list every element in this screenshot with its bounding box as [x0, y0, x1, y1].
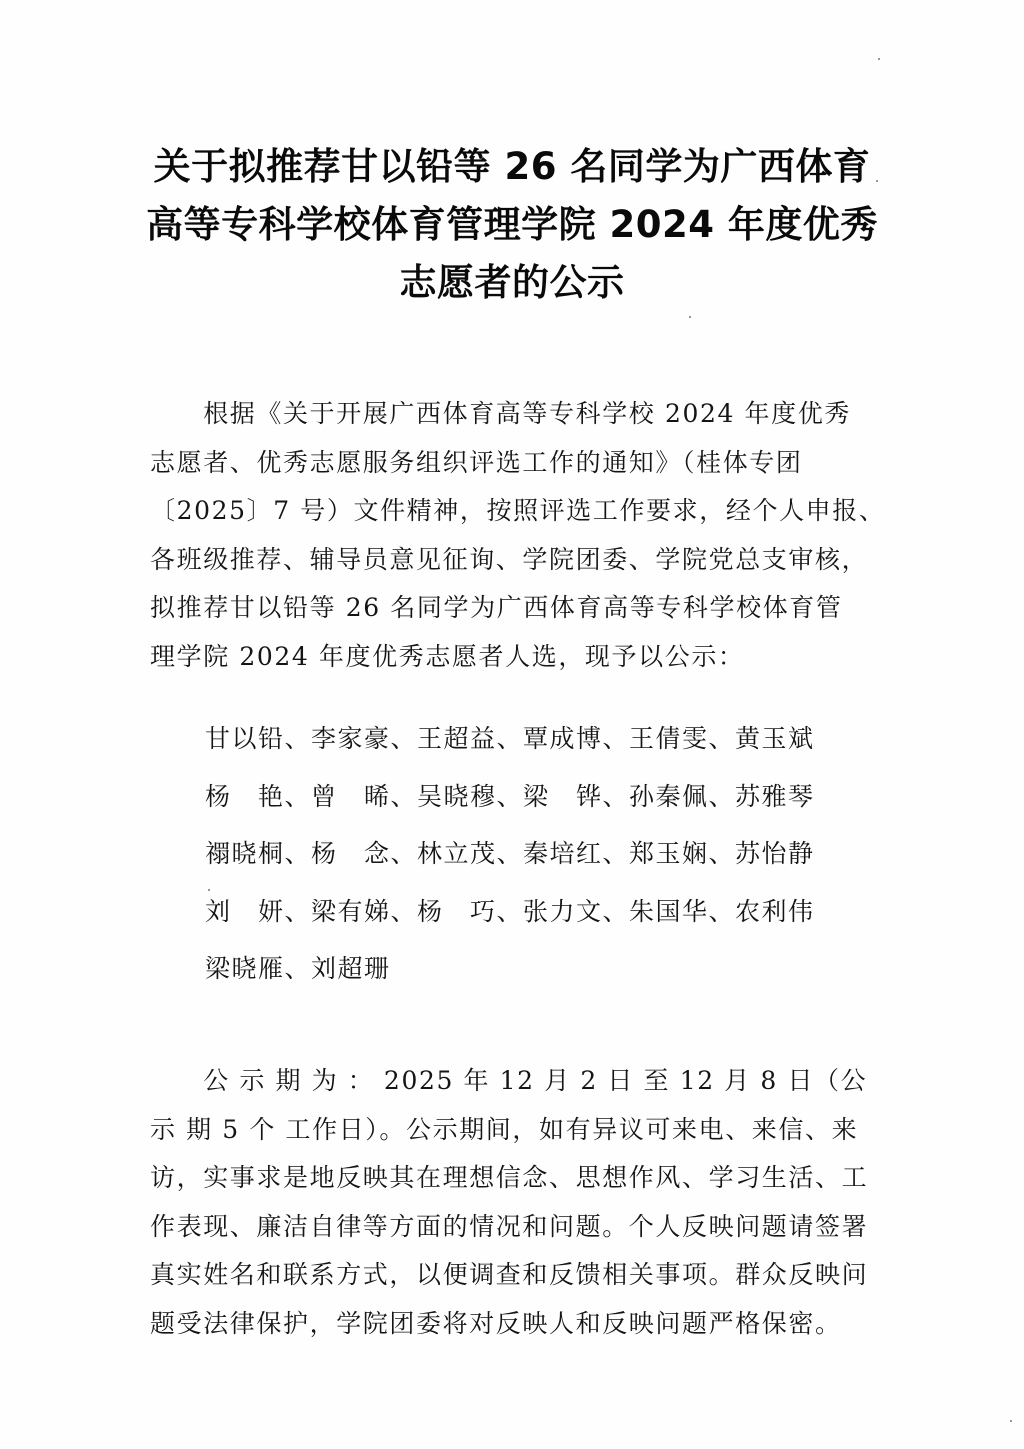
scan-speck [878, 58, 880, 60]
title-line-3: 志愿者的公示 [399, 261, 625, 304]
notice-line: 公 示 期 为 ： 2025 年 12 月 2 日 至 12 月 8 日（公 [150, 1066, 868, 1095]
name-row: 禤晓桐、杨 念、林立茂、秦培红、郑玉娴、苏怡静 [205, 839, 815, 868]
intro-line: 〔2025〕7 号）文件精神，按照评选工作要求，经个人申报、 [150, 496, 886, 525]
document-title [130, 138, 894, 312]
notice-line: 访，实事求是地反映其在理想信念、思想作风、学习生活、工 [150, 1163, 869, 1192]
scan-speck [876, 180, 878, 182]
intro-line: 理学院 2024 年度优秀志愿者人选，现予以公示： [150, 641, 745, 671]
notice-line: 真实姓名和联系方式，以便调查和反馈相关事项。群众反映问 [150, 1260, 869, 1289]
scan-speck [208, 889, 210, 891]
intro-line: 志愿者、优秀志愿服务组织评选工作的通知》（桂体专团 [150, 447, 803, 477]
nominee-name-list [205, 710, 845, 998]
intro-paragraph [150, 390, 886, 681]
notice-line: 作表现、廉洁自律等方面的情况和问题。个人反映问题请签署 [150, 1211, 869, 1241]
title-line-1: 关于拟推荐甘以铅等 26 名同学为广西体育 [153, 145, 871, 188]
scan-speck [689, 316, 691, 318]
notice-period-paragraph [150, 1057, 874, 1348]
name-row: 刘 妍、梁有娣、杨 巧、张力文、朱国华、农利伟 [205, 896, 815, 926]
scan-speck [1010, 1420, 1012, 1422]
intro-line: 各班级推荐、辅导员意见征询、学院团委、学院党总支审核， [150, 544, 869, 574]
notice-line: 题受法律保护，学院团委将对反映人和反映问题严格保密。 [150, 1308, 842, 1338]
name-row: 杨 艳、曾 晞、吴晓穆、梁 铧、孙秦佩、苏雅琴 [205, 781, 815, 811]
intro-line: 拟推荐甘以铅等 26 名同学为广西体育高等专科学校体育管 [150, 593, 843, 622]
name-row: 甘以铅、李家豪、王超益、覃成博、王倩雯、黄玉斌 [205, 724, 815, 753]
notice-line: 示 期 5 个 工作日）。公示期间，如有异议可来电、来信、来 [150, 1114, 859, 1144]
intro-line: 根据《关于开展广西体育高等专科学校 2024 年度优秀 [150, 399, 851, 428]
title-line-2: 高等专科学校体育管理学院 2024 年度优秀 [146, 203, 878, 246]
name-row: 梁晓雁、刘超珊 [205, 954, 391, 983]
